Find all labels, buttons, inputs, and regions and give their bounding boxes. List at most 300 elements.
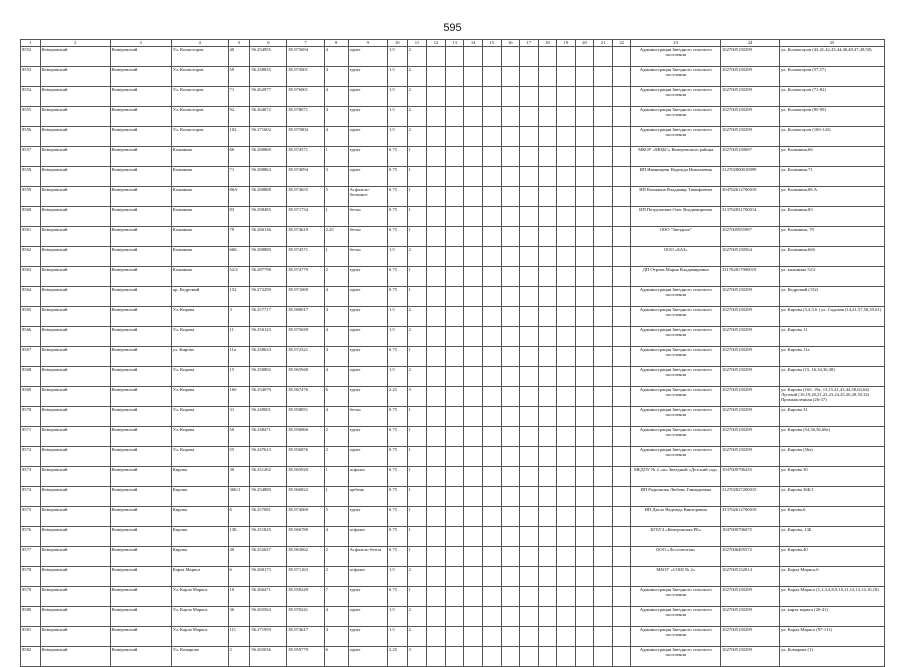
table-cell: грунт [348, 87, 387, 107]
table-cell: Администрация Звездного сельского поселения [631, 87, 721, 107]
table-cell [538, 327, 557, 347]
table-cell [482, 547, 501, 567]
table-cell [464, 287, 483, 307]
table-cell: грунт [348, 167, 387, 187]
table-cell [445, 327, 464, 347]
column-header: 6 [250, 40, 287, 47]
table-cell [520, 627, 539, 647]
table-cell: ООО "Звездное" [631, 227, 721, 247]
table-cell [575, 87, 594, 107]
table-cell: Ул. Комарова [171, 647, 228, 667]
table-cell: Ул. Колмогоров [171, 47, 228, 67]
table-cell: 311702817900019 [721, 267, 780, 287]
table-cell: грунт [348, 327, 387, 347]
table-cell: 8579 [21, 587, 41, 607]
table-cell: 0.75 [387, 507, 407, 527]
table-cell [427, 87, 446, 107]
table-cell [464, 527, 483, 547]
table-cell [501, 227, 520, 247]
table-cell [464, 507, 483, 527]
table-cell: ул. Карла Маркса (1,2,3,4,8,9,10,11,12,13,14,16,18) [779, 587, 884, 607]
table-cell: ул. Кирова 11 [779, 327, 884, 347]
table-cell [482, 147, 501, 167]
table-cell: 4 [324, 607, 348, 627]
table-cell [482, 127, 501, 147]
table-cell: 0.75 [387, 187, 407, 207]
table-cell: Калинина [171, 207, 228, 227]
table-cell [501, 207, 520, 227]
table-cell [538, 127, 557, 147]
table-cell: 11а [228, 347, 250, 367]
table-cell: Асфальто-бетон [348, 547, 387, 567]
table-cell [501, 587, 520, 607]
table-cell: Кемеровский [110, 147, 171, 167]
table-cell: Ул. Карла Маркса [171, 627, 228, 647]
table-cell: 6 [228, 507, 250, 527]
table-cell [612, 267, 631, 287]
table-cell: грунт [348, 347, 387, 367]
column-header: 19 [557, 40, 576, 47]
table-cell: 1027005150299 [721, 587, 780, 607]
table-cell: Кемеровский [40, 407, 110, 427]
table-cell [427, 67, 446, 87]
column-header: 17 [520, 40, 539, 47]
table-cell [575, 547, 594, 567]
table-cell: Кемеровский [40, 507, 110, 527]
table-row [21, 307, 885, 327]
table-cell: 85.972321 [287, 347, 324, 367]
table-cell: 85.975804 [287, 127, 324, 147]
table-cell [557, 627, 576, 647]
table-cell: Кемеровский [110, 207, 171, 227]
table-cell [538, 467, 557, 487]
table-cell: 1.5 [387, 627, 407, 647]
table-cell [612, 587, 631, 607]
table-cell: 1027005150564 [721, 247, 780, 267]
table-cell [445, 47, 464, 67]
table-cell [427, 367, 446, 387]
table-cell [464, 167, 483, 187]
table-cell [445, 427, 464, 447]
table-cell [427, 167, 446, 187]
table-cell [464, 327, 483, 347]
table-cell: 1 [407, 347, 427, 367]
table-cell [501, 87, 520, 107]
table-cell: грунт [348, 507, 387, 527]
table-cell: 1 [407, 167, 427, 187]
table-row [21, 387, 885, 407]
table-cell: Кемеровский [40, 207, 110, 227]
table-cell: Карла Маркса [171, 567, 228, 587]
table-cell: 0.75 [387, 227, 407, 247]
table-cell [557, 327, 576, 347]
table-cell [464, 67, 483, 87]
table-cell: 85.974779 [287, 267, 324, 287]
table-cell: Администрация Звездного сельского поселения [631, 427, 721, 447]
table-cell: ИП Радионова Любовь Геннадьевна [631, 487, 721, 507]
table-cell [464, 627, 483, 647]
table-cell: 2 [324, 427, 348, 447]
table-cell: 4 [324, 287, 348, 307]
table-cell: грунт [348, 387, 387, 407]
table-cell: грунт [348, 447, 387, 467]
table-cell: Кемеровский [40, 387, 110, 407]
table-cell: ул. Кирова,40 [779, 547, 884, 567]
table-cell [501, 427, 520, 447]
table-cell [482, 407, 501, 427]
table-cell [464, 47, 483, 67]
table-cell [557, 467, 576, 487]
column-header: 4 [171, 40, 228, 47]
table-cell [538, 447, 557, 467]
table-cell: 85.980017 [287, 307, 324, 327]
table-cell [482, 307, 501, 327]
table-cell: Кемеровский [40, 127, 110, 147]
table-cell [464, 307, 483, 327]
column-header: 12 [427, 40, 446, 47]
table-cell: 85.963662 [287, 547, 324, 567]
table-cell: Кемеровский [110, 167, 171, 187]
table-cell: 56.260173 [250, 567, 287, 587]
table-cell [427, 547, 446, 567]
table-cell: 2 [324, 267, 348, 287]
table-cell: ИП Иванищева Надежда Николаевна [631, 167, 721, 187]
table-cell: грунт [348, 627, 387, 647]
table-cell: Кирова [171, 547, 228, 567]
table-cell [427, 587, 446, 607]
table-cell: 313702612700019 [721, 507, 780, 527]
table-row [21, 407, 885, 427]
table-cell: 30 [228, 467, 250, 487]
table-cell: грунт [348, 307, 387, 327]
table-cell: Кемеровский [40, 247, 110, 267]
table-cell: 40 [228, 547, 250, 567]
table-cell [557, 507, 576, 527]
table-cell: 0.75 [387, 407, 407, 427]
table-row [21, 447, 885, 467]
table-cell [501, 387, 520, 407]
table-cell: ул. Кирова 31 [779, 407, 884, 427]
table-cell: 4 [324, 627, 348, 647]
table-cell [520, 147, 539, 167]
table-cell: 0.75 [387, 147, 407, 167]
table-cell [501, 67, 520, 87]
table-cell: Кемеровский [110, 587, 171, 607]
table-cell: 3 [324, 167, 348, 187]
table-cell [520, 47, 539, 67]
table-cell: Кемеровский [40, 87, 110, 107]
table-cell [427, 207, 446, 227]
table-cell [538, 147, 557, 167]
table-row [21, 187, 885, 207]
table-cell: МКОУ «МЦБС» Кемеровского района [631, 147, 721, 167]
table-cell: Кемеровский [40, 567, 110, 587]
table-cell [482, 427, 501, 447]
table-cell: 1027005150299 [721, 647, 780, 667]
table-cell: 85.958249 [287, 587, 324, 607]
table-cell: бетон [348, 247, 387, 267]
table-cell: Кемеровский [40, 467, 110, 487]
column-header: 8 [324, 40, 348, 47]
table-row [21, 127, 885, 147]
table-cell: 1 [407, 507, 427, 527]
table-cell: Кемеровский [40, 347, 110, 367]
column-header: 1 [21, 40, 41, 47]
table-cell: 0.75 [387, 587, 407, 607]
table-cell [575, 527, 594, 547]
table-cell: 59 [228, 67, 250, 87]
table-cell: 85.974655 [287, 187, 324, 207]
table-cell [445, 287, 464, 307]
table-cell: Кемеровский [40, 367, 110, 387]
table-row [21, 87, 885, 107]
table-cell [575, 387, 594, 407]
table-row [21, 467, 885, 487]
table-cell [427, 347, 446, 367]
table-cell: 8553 [21, 67, 41, 87]
table-cell [557, 247, 576, 267]
table-cell [501, 247, 520, 267]
table-cell: Администрация Звездного сельского поселения [631, 347, 721, 367]
table-cell: 4 [324, 67, 348, 87]
table-cell [612, 247, 631, 267]
table-cell: Кемеровский [110, 327, 171, 347]
table-cell [520, 467, 539, 487]
table-cell: Кемеровский [110, 187, 171, 207]
table-cell: 4 [324, 87, 348, 107]
table-cell [445, 367, 464, 387]
table-cell: 1027005150299 [721, 287, 780, 307]
table-cell [520, 247, 539, 267]
table-cell: 85.966822 [287, 487, 324, 507]
table-cell [445, 587, 464, 607]
table-cell [427, 607, 446, 627]
table-cell: Кемеровский [110, 407, 171, 427]
table-cell: 16б [228, 387, 250, 407]
table-cell: 2 [407, 47, 427, 67]
table-cell [575, 167, 594, 187]
table-cell: 8564 [21, 287, 41, 307]
table-cell: 8576 [21, 527, 41, 547]
table-cell [557, 387, 576, 407]
table-cell: 1.5 [387, 127, 407, 147]
table-cell: 312702827200015 [721, 487, 780, 507]
table-cell [427, 187, 446, 207]
table-cell [482, 47, 501, 67]
table-cell [575, 147, 594, 167]
table-row [21, 367, 885, 387]
table-cell: 55 [228, 447, 250, 467]
table-cell [482, 587, 501, 607]
table-cell: Кирова [171, 507, 228, 527]
table-cell: 0.75 [387, 487, 407, 507]
table-cell [612, 407, 631, 427]
table-cell [464, 447, 483, 467]
table-cell: 31 [228, 407, 250, 427]
table-cell: ул. Кедровый (152) [779, 287, 884, 307]
table-cell: ул. Калинина,66б [779, 247, 884, 267]
table-cell: Кемеровский [110, 507, 171, 527]
table-cell [594, 647, 613, 667]
table-cell: 304702612700019 [721, 187, 780, 207]
table-cell: 8580 [21, 607, 41, 627]
table-cell: 5 [324, 187, 348, 207]
table-cell: 1 [407, 407, 427, 427]
table-cell: ул. Кирова 30 [779, 467, 884, 487]
table-cell [445, 527, 464, 547]
table-cell: ул. Кирова,6 [779, 507, 884, 527]
table-cell: 66 [228, 147, 250, 167]
table-cell [575, 107, 594, 127]
table-cell [575, 627, 594, 647]
table-cell: Кирова [171, 487, 228, 507]
table-cell [464, 407, 483, 427]
table-cell: 1 [407, 207, 427, 227]
table-cell: 1 [407, 427, 427, 447]
table-cell [427, 287, 446, 307]
table-cell [538, 487, 557, 507]
table-cell: МБОУ «СОШ № 2» [631, 567, 721, 587]
table-cell: 1027005150299 [721, 47, 780, 67]
table-cell [612, 427, 631, 447]
table-cell: 1.5 [387, 307, 407, 327]
table-cell [427, 227, 446, 247]
table-cell [612, 127, 631, 147]
table-cell [464, 587, 483, 607]
table-cell: Кемеровский [110, 307, 171, 327]
table-cell: Администрация Звездного сельского поселения [631, 607, 721, 627]
table-cell: Калинина [171, 267, 228, 287]
table-cell: 0.75 [387, 447, 407, 467]
table-cell: асфальт [348, 567, 387, 587]
table-cell [482, 247, 501, 267]
table-cell: 1 [407, 547, 427, 567]
table-cell [482, 347, 501, 367]
table-cell: Кемеровский [110, 107, 171, 127]
table-cell: ул. Кирова (16б, 19а, 13,15,41,43,44,58,63,64) Луговой (16,19,20,21,22,23,24,25,26,28,30,32) Промышленная (26-37) [779, 387, 884, 407]
table-cell: 3 [228, 307, 250, 327]
table-cell [427, 307, 446, 327]
table-cell: Кирова [171, 467, 228, 487]
column-header: 23 [631, 40, 721, 47]
table-cell: 8565 [21, 307, 41, 327]
table-cell: Кемеровский [40, 647, 110, 667]
table-cell: 1027005150299 [721, 307, 780, 327]
table-cell: ул. Кирова (3,4,5,6 ) ул. Садовая (14,21,57,58,59,61) [779, 307, 884, 327]
table-cell [538, 47, 557, 67]
table-row [21, 167, 885, 187]
table-cell [482, 327, 501, 347]
table-cell: ул. Кирова (54,56,56,60а) [779, 427, 884, 447]
table-cell: 1027005150299 [721, 387, 780, 407]
table-cell: Ул. Кирова [171, 387, 228, 407]
table-cell: 1027005150299 [721, 107, 780, 127]
table-cell: грунт [348, 267, 387, 287]
table-cell [594, 567, 613, 587]
table-cell [501, 107, 520, 127]
table-cell: 56.280888 [250, 187, 287, 207]
table-cell [520, 507, 539, 527]
table-cell [482, 207, 501, 227]
table-cell: Калинина [171, 187, 228, 207]
table-cell [427, 427, 446, 447]
table-cell [464, 87, 483, 107]
table-cell [445, 187, 464, 207]
table-cell [501, 327, 520, 347]
table-cell: Кемеровский [40, 227, 110, 247]
table-cell: асфальт [348, 467, 387, 487]
table-cell [538, 387, 557, 407]
table-cell: ул. карла маркса (20-41) [779, 607, 884, 627]
table-cell: 56.280860 [250, 147, 287, 167]
column-header: 9 [348, 40, 387, 47]
table-cell [612, 487, 631, 507]
table-cell: 4 [324, 127, 348, 147]
table-cell [594, 407, 613, 427]
table-cell [501, 507, 520, 527]
table-cell [575, 507, 594, 527]
table-cell [575, 347, 594, 367]
table-cell: 2 [407, 367, 427, 387]
table-cell: 4 [324, 407, 348, 427]
table-cell: 1027005150299 [721, 607, 780, 627]
table-cell [427, 507, 446, 527]
table-cell: 0.75 [387, 287, 407, 307]
table-cell: 56.254880 [250, 487, 287, 507]
table-cell: Администрация Звездного сельского поселения [631, 387, 721, 407]
table-cell: ул. Карла Маркса (97-111) [779, 627, 884, 647]
table-cell [520, 107, 539, 127]
table-cell: Кемеровский [40, 267, 110, 287]
table-cell: 56.272299 [250, 287, 287, 307]
table-cell [575, 427, 594, 447]
table-cell: ул. Кирова 36Б/1 [779, 487, 884, 507]
table-cell: Кемеровский [110, 267, 171, 287]
table-cell: 111 [228, 627, 250, 647]
table-row [21, 287, 885, 307]
table-cell [520, 367, 539, 387]
table-cell: грунт [348, 47, 387, 67]
table-cell: КГБУЗ «Кемеровская РБ» [631, 527, 721, 547]
table-cell: Ул. Кирова [171, 407, 228, 427]
table-cell [538, 247, 557, 267]
table-cell: Ул. Кирова [171, 367, 228, 387]
table-cell: 2 [324, 447, 348, 467]
table-cell [482, 167, 501, 187]
table-cell [501, 647, 520, 667]
table-cell [594, 167, 613, 187]
table-cell: 85.970241 [287, 607, 324, 627]
table-cell [445, 487, 464, 507]
table-cell [427, 647, 446, 667]
table-cell [427, 527, 446, 547]
table-cell: Кемеровский [40, 67, 110, 87]
table-cell [482, 507, 501, 527]
table-cell: ул. Кирова 11а [779, 347, 884, 367]
table-cell: Калинина [171, 247, 228, 267]
table-cell: ул. Колмогоров (100-142) [779, 127, 884, 147]
table-cell: ООО «БАЗ» [631, 247, 721, 267]
table-row [21, 587, 885, 607]
table-cell: 8561 [21, 227, 41, 247]
table-cell [501, 127, 520, 147]
table-cell: 85.965920 [287, 467, 324, 487]
table-cell: Кемеровский [110, 647, 171, 667]
table-cell: грунт [348, 607, 387, 627]
table-cell: Кемеровский [40, 527, 110, 547]
table-cell [464, 467, 483, 487]
table-cell: ул. Калинина,66 [779, 147, 884, 167]
